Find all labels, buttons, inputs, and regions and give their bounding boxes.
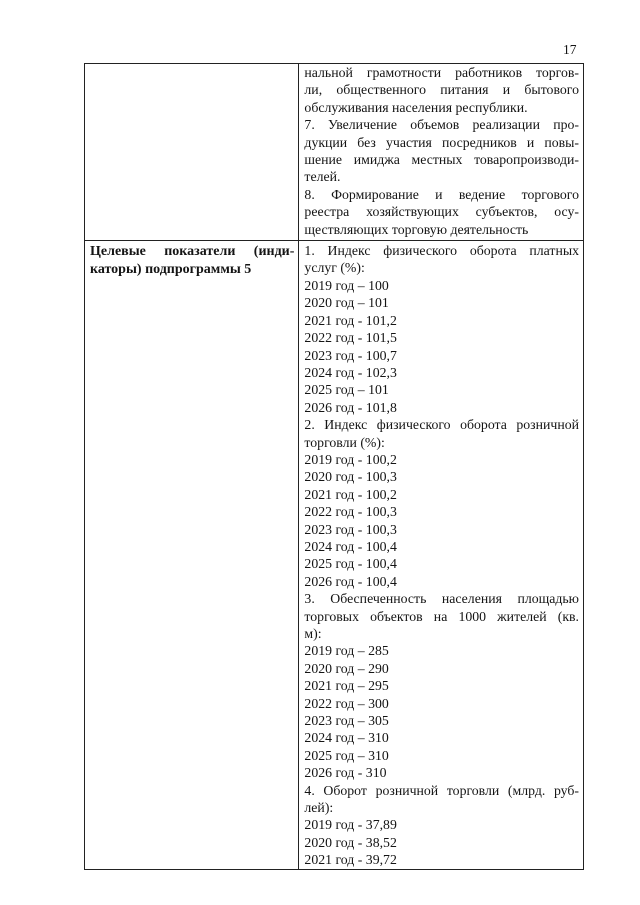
indicator-line: 2019 год - 37,89	[304, 817, 397, 833]
table-row-target-indicators	[85, 241, 584, 870]
indicator-line: 2021 год - 101,2	[304, 312, 397, 328]
indicator-line: 2019 год - 100,2	[304, 451, 397, 467]
row2-left-cell	[85, 241, 299, 870]
row1-line: реестра хозяйствующих субъектов, осу-	[304, 204, 579, 220]
indicator-line: 2023 год – 305	[304, 713, 389, 729]
indicator-line: 2020 год – 101	[304, 295, 389, 311]
row1-line: нальной грамотности работников торгов-	[304, 65, 579, 80]
indicator-line: 2025 год – 101	[304, 382, 389, 398]
indicator-line: 2021 год – 295	[304, 678, 389, 694]
indicator-line: 2019 год – 285	[304, 643, 389, 659]
row1-line: обслуживания населения республики.	[304, 99, 528, 115]
indicator-line: 1. Индекс физического оборота платных	[304, 243, 579, 259]
indicator-line: 4. Оборот розничной торговли (млрд. руб-	[304, 782, 579, 798]
indicator-line: 2026 год - 100,4	[304, 573, 397, 589]
indicators-label-line: Целевые показатели (инди-	[90, 244, 295, 260]
indicator-line: торговли (%):	[304, 434, 385, 450]
indicators-label-line: каторы) подпрограммы 5	[90, 262, 252, 278]
indicator-line: 2026 год - 101,8	[304, 399, 397, 415]
indicator-line: 2022 год - 101,5	[304, 330, 397, 346]
indicator-line: торговых объектов на 1000 жителей (кв.	[304, 608, 579, 624]
indicator-line: 2021 год - 39,72	[304, 852, 397, 868]
row1-line: телей.	[304, 169, 341, 185]
indicator-line: 2022 год – 300	[304, 695, 389, 711]
indicator-line: 2026 год - 310	[304, 765, 387, 781]
indicator-line: 2023 год - 100,7	[304, 347, 397, 363]
indicator-line: 2. Индекс физического оборота розничной	[304, 417, 579, 433]
indicator-line: 2024 год – 310	[304, 730, 389, 746]
indicator-line: 2024 год - 102,3	[304, 364, 397, 380]
row1-line: ли, общественного питания и бытового	[304, 82, 579, 98]
indicator-line: 2025 год – 310	[304, 747, 389, 763]
indicator-line: 3. Обеспеченность населения площадью	[304, 591, 579, 607]
page-number: 17	[563, 42, 577, 57]
indicator-line: м):	[304, 626, 322, 641]
indicator-line: 2019 год – 100	[304, 277, 389, 293]
indicator-line: лей):	[304, 800, 334, 816]
indicator-line: 2021 год - 100,2	[304, 486, 397, 502]
row1-left-label	[85, 64, 298, 66]
table-row-measures	[85, 64, 584, 241]
indicator-line: 2020 год - 100,3	[304, 469, 397, 485]
row1-left-cell	[85, 64, 299, 241]
row1-line: ществляющих торговую деятельность	[304, 221, 529, 237]
row1-right-cell	[299, 64, 584, 241]
row1-line: шение имиджа местных товаропроизводи-	[304, 152, 579, 168]
indicator-line: услуг (%):	[304, 260, 365, 276]
indicator-line: 2025 год - 100,4	[304, 556, 397, 572]
indicator-line: 2020 год – 290	[304, 660, 389, 676]
row1-line: 7. Увеличение объемов реализации про-	[304, 117, 579, 133]
row1-line: 8. Формирование и ведение торгового	[304, 186, 579, 202]
indicator-line: 2022 год - 100,3	[304, 504, 397, 520]
subprogram-passport-table	[84, 63, 584, 870]
row1-line: дукции без участия посредников и повы-	[304, 134, 579, 150]
indicator-line: 2020 год - 38,52	[304, 834, 397, 850]
indicator-line: 2024 год - 100,4	[304, 538, 397, 554]
row2-right-cell	[299, 241, 584, 870]
indicator-line: 2023 год - 100,3	[304, 521, 397, 537]
